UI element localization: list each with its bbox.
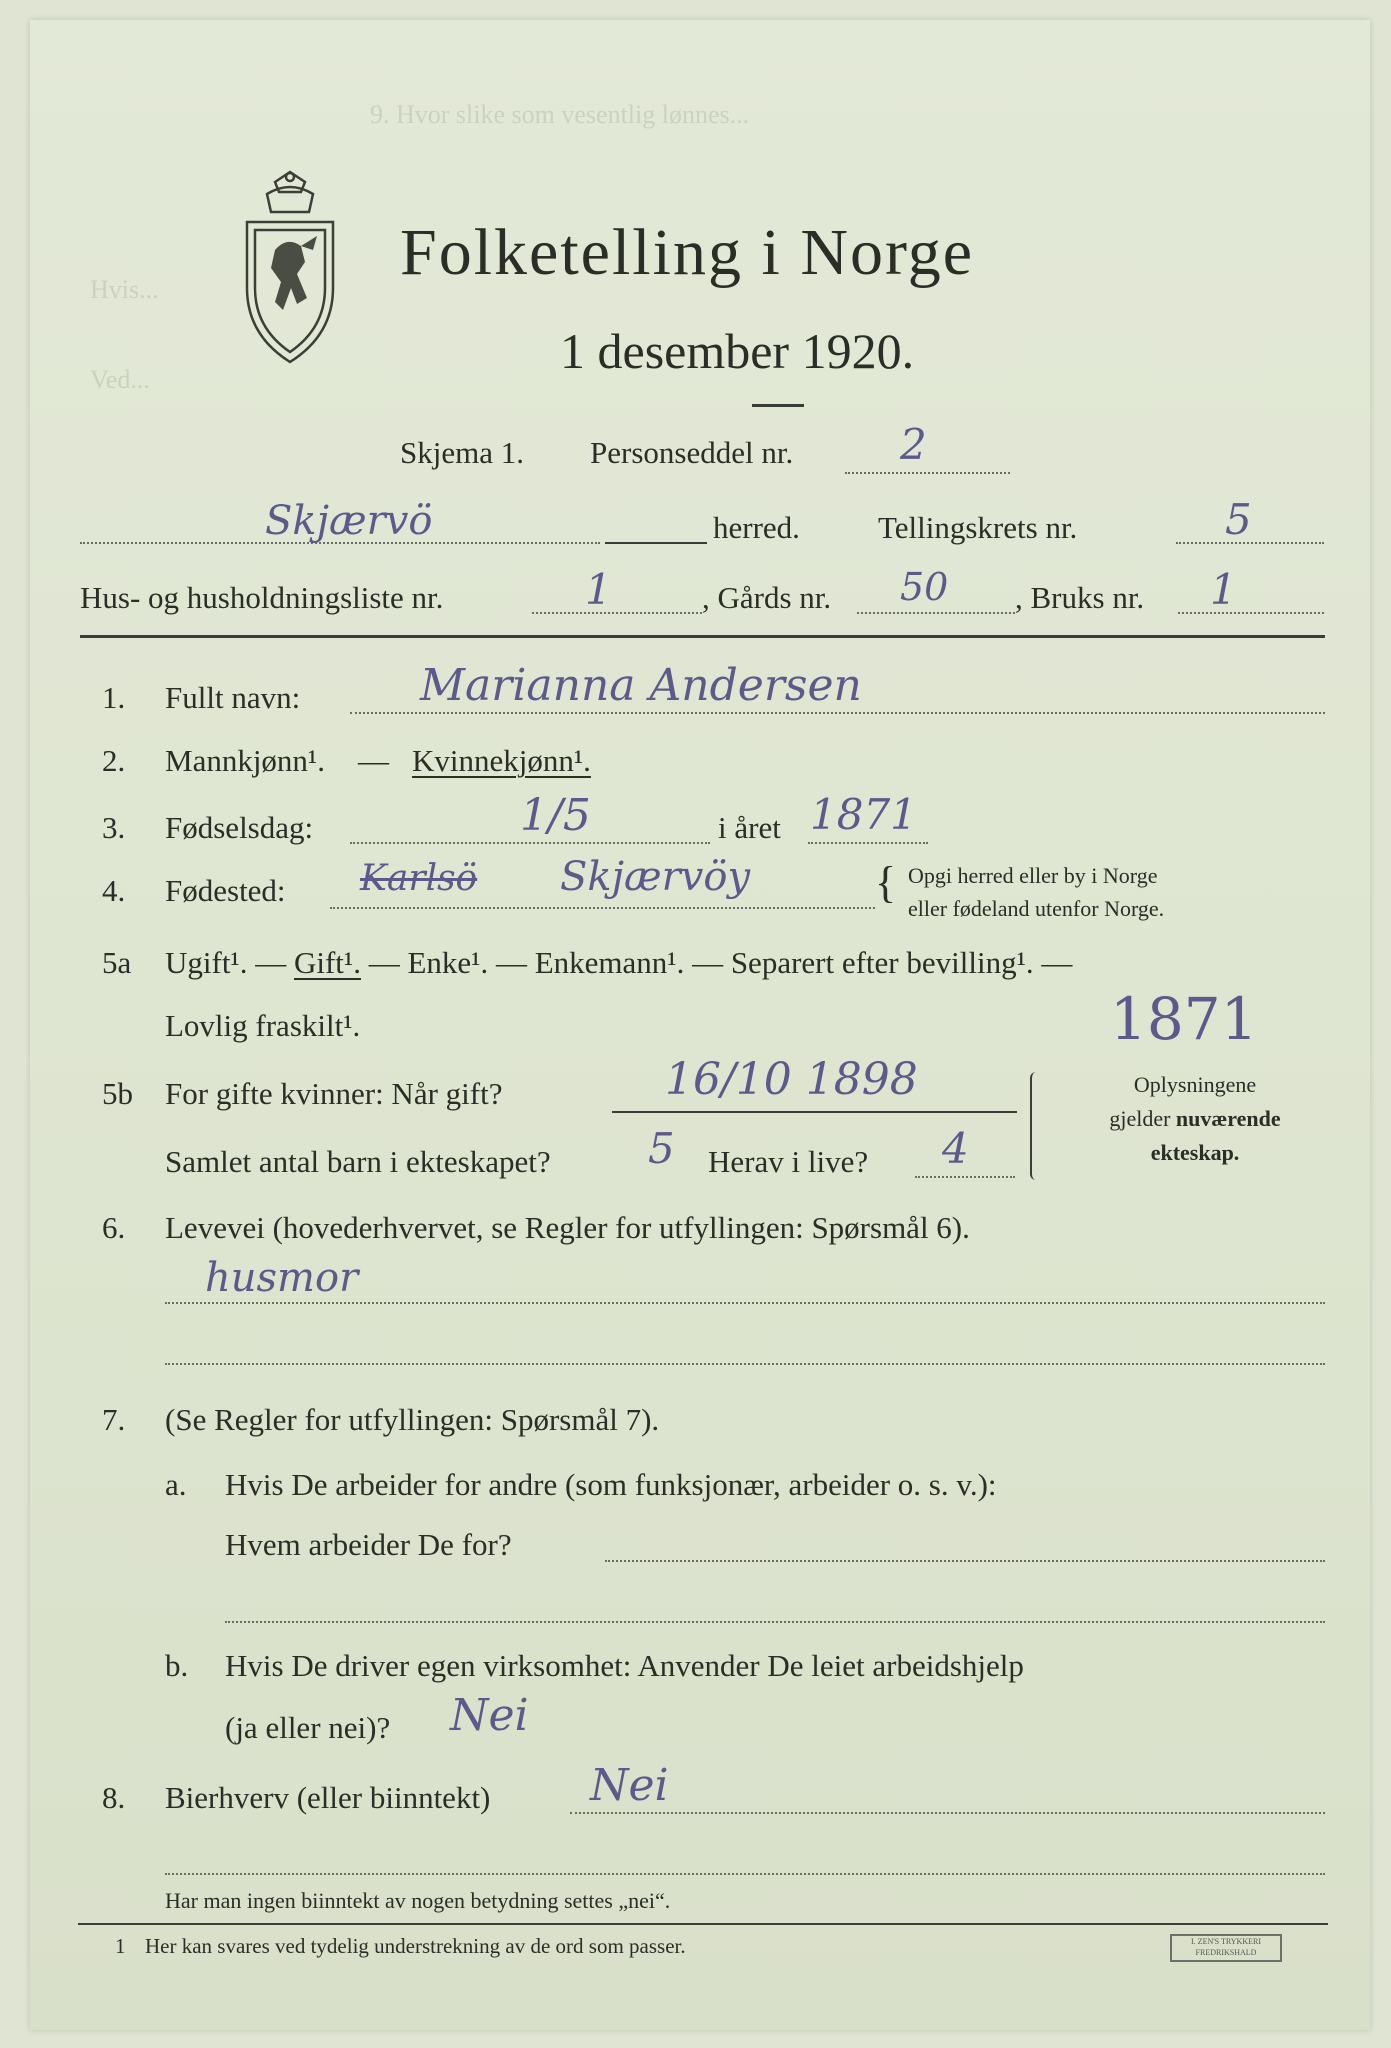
q5b-married-line	[612, 1111, 1017, 1113]
q4-label: Fødested:	[165, 873, 286, 908]
q2-number: 2.	[102, 743, 126, 778]
q3-year-label: i året	[718, 810, 781, 845]
q7b-letter: b.	[165, 1648, 189, 1683]
birth-year-value[interactable]: 1871	[810, 790, 917, 839]
q5b-note-line2: gjelder nuværende	[1109, 1106, 1281, 1131]
footer-divider	[78, 1923, 1328, 1925]
q5b-alive-label: Herav i live?	[708, 1144, 869, 1179]
gards-value[interactable]: 50	[900, 565, 949, 609]
occupation-value[interactable]: husmor	[205, 1255, 359, 1301]
q8-number: 8.	[102, 1780, 126, 1815]
bruks-line	[1178, 612, 1324, 614]
q7a-line1	[605, 1560, 1325, 1562]
q4-note-line2: eller fødeland utenfor Norge.	[908, 896, 1165, 921]
q4-brace: {	[875, 858, 897, 907]
q7-label: (Se Regler for utfyllingen: Spørsmål 7).	[165, 1402, 660, 1437]
birth-day-value[interactable]: 1/5	[520, 790, 591, 841]
footnote-number: 1	[115, 1934, 126, 1958]
margin-note-year: 1871	[1110, 985, 1258, 1053]
q7a-label: Hvis De arbeider for andre (som funksjonær, arbeider o. s. v.):	[225, 1467, 997, 1502]
q4-number: 4.	[102, 873, 126, 908]
personseddel-label: Personseddel nr.	[590, 435, 794, 470]
form-title: Folketelling i Norge	[400, 216, 975, 289]
q3-year-line	[808, 842, 928, 844]
bleed-through-text: 9. Hvor slike som vesentlig lønnes...	[370, 100, 750, 129]
hus-label: Hus- og husholdningsliste nr.	[80, 580, 444, 615]
q5a-number: 5a	[102, 945, 132, 980]
q2-male-option[interactable]: Mannkjønn¹.	[165, 743, 325, 778]
footer-note: Har man ingen biinntekt av nogen betydning settes „nei“.	[165, 1888, 671, 1913]
q8-line1	[570, 1812, 1325, 1814]
q7-number: 7.	[102, 1402, 126, 1437]
q5a-other-options[interactable]: — Enke¹. — Enkemann¹. — Separert efter bevilling¹. —	[360, 945, 1073, 980]
header-divider	[80, 635, 1325, 638]
hus-line	[532, 612, 702, 614]
q5b-note-line1: Oplysningene	[1133, 1072, 1257, 1097]
q5a-married-option[interactable]: Gift¹.	[293, 945, 361, 980]
q6-number: 6.	[102, 1210, 126, 1245]
tellingskrets-label: Tellingskrets nr.	[878, 510, 1078, 545]
printer-stamp: I. ZEN'S TRYKKERI FREDRIKSHALD	[1170, 1934, 1282, 1962]
full-name-value[interactable]: Marianna Andersen	[420, 660, 862, 711]
q3-number: 3.	[102, 810, 126, 845]
bruks-label: , Bruks nr.	[1015, 580, 1145, 615]
q6-label: Levevei (hovederhvervet, se Regler for utfyllingen: Spørsmål 6).	[165, 1210, 970, 1245]
q1-number: 1.	[102, 680, 126, 715]
q6-line1	[165, 1302, 1325, 1304]
q7b-label2: (ja eller nei)?	[225, 1710, 391, 1745]
q7a-line2	[225, 1621, 1325, 1623]
q1-label: Fullt navn:	[165, 680, 301, 715]
q5b-note-line3: ekteskap.	[1150, 1140, 1240, 1165]
side-income-value[interactable]: Nei	[590, 1760, 669, 1811]
q2-separator: —	[358, 743, 389, 778]
footnote-text: Her kan svares ved tydelig understrekning av de ord som passer.	[145, 1934, 686, 1958]
bleed-through-text: Hvis...	[90, 275, 159, 304]
hired-help-value[interactable]: Nei	[450, 1690, 529, 1741]
q5a-divorced-option[interactable]: Lovlig fraskilt¹.	[165, 1008, 361, 1043]
q5a-options	[165, 945, 1072, 981]
personseddel-value[interactable]: 2	[900, 420, 927, 469]
children-alive-value[interactable]: 4	[942, 1124, 969, 1173]
gards-line	[857, 612, 1015, 614]
coat-of-arms-icon	[235, 170, 345, 370]
bruks-value[interactable]: 1	[1210, 565, 1237, 614]
hus-value[interactable]: 1	[585, 565, 612, 614]
q4-line	[330, 907, 875, 909]
personseddel-line	[845, 472, 1010, 474]
q5b-bracket	[1030, 1072, 1036, 1180]
q2-female-option[interactable]: Kvinnekjønn¹.	[412, 743, 591, 778]
q4-note-line1: Opgi herred eller by i Norge	[908, 863, 1158, 888]
herred-label: herred.	[713, 510, 800, 545]
q5b-number: 5b	[102, 1076, 133, 1111]
q8-line2	[165, 1873, 1325, 1875]
q5b-alive-line	[915, 1176, 1015, 1178]
marriage-date-value[interactable]: 16/10 1898	[665, 1054, 918, 1105]
herred-value[interactable]: Skjærvö	[265, 498, 433, 544]
q5b-children-label: Samlet antal barn i ekteskapet?	[165, 1144, 551, 1179]
q7a-letter: a.	[165, 1467, 187, 1502]
census-form-sheet	[30, 20, 1370, 2030]
herred-line-solid	[605, 542, 707, 544]
bleed-through-text: Ved...	[90, 365, 150, 394]
tellingskrets-value[interactable]: 5	[1225, 495, 1252, 544]
q3-label: Fødselsdag:	[165, 810, 314, 845]
gards-label: , Gårds nr.	[702, 580, 832, 615]
q7a-label2: Hvem arbeider De for?	[225, 1527, 512, 1562]
children-total-value[interactable]: 5	[648, 1124, 675, 1173]
q6-line2	[165, 1363, 1325, 1365]
schema-label: Skjema 1.	[400, 435, 524, 470]
q7b-label: Hvis De driver egen virksomhet: Anvender De leiet arbeidshjelp	[225, 1648, 1024, 1683]
q5a-unmarried-option[interactable]: Ugift¹. —	[165, 945, 294, 980]
birthplace-struck-value: Karlsö	[360, 858, 478, 899]
census-date: 1 desember 1920.	[560, 323, 915, 379]
title-divider	[752, 404, 804, 407]
q8-label: Bierhverv (eller biinntekt)	[165, 1780, 491, 1815]
birthplace-value[interactable]: Skjærvöy	[560, 854, 751, 900]
q3-day-line	[350, 842, 710, 844]
q1-line	[350, 712, 1325, 714]
q5b-label: For gifte kvinner: Når gift?	[165, 1076, 503, 1111]
